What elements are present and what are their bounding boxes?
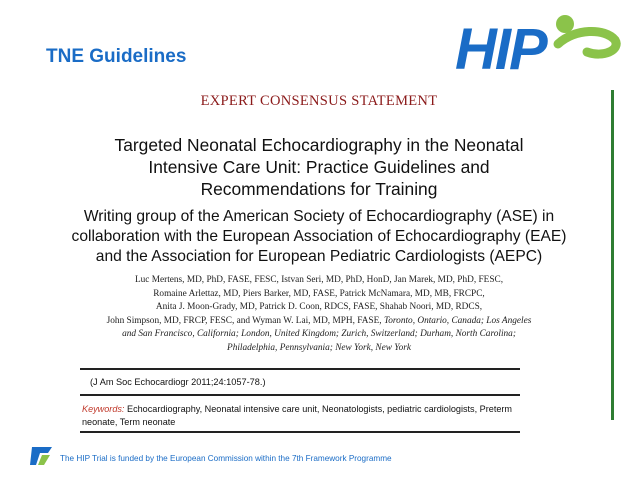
author-line-text: John Simpson, MD, FRCP, FESC, and Wyman W. Lai, MD, MPH, FASE, <box>106 315 382 326</box>
hip-logo-text: HIP <box>455 17 546 78</box>
paper-title-line: Recommendations for Training <box>200 179 438 199</box>
author-list <box>50 274 588 355</box>
author-line: Romaine Arlettaz, MD, Piers Barker, MD, FASE, Patrick McNamara, MD, MB, FRCPC, <box>153 288 485 299</box>
article-section-label: EXPERT CONSENSUS STATEMENT <box>200 93 438 109</box>
author-line: Anita J. Moon-Grady, MD, Patrick D. Coon, RDCS, FASE, Shahab Noori, MD, RDCS, <box>155 302 483 312</box>
hip-logo <box>455 14 627 78</box>
paper-title-line: Targeted Neonatal Echocardiography in the Neonatal <box>114 135 524 155</box>
writing-group <box>20 207 618 267</box>
footer-funding-text: The HIP Trial is funded by the European Commission within the 7th Framework Programme <box>60 454 392 463</box>
journal-citation: (J Am Soc Echocardiogr 2011;24:1057-78.) <box>90 377 266 387</box>
fp7-logo-icon <box>28 445 56 469</box>
divider-top <box>80 368 520 370</box>
location-text: Toronto, Ontario, Canada; Los Angeles <box>383 315 532 326</box>
location-line <box>50 342 588 356</box>
location-line <box>50 328 588 342</box>
keywords <box>82 403 522 429</box>
author-line: Luc Mertens, MD, PhD, FASE, FESC, Istvan Seri, MD, PhD, HonD, Jan Marek, MD, PhD, FESC, <box>134 275 504 285</box>
paper-title <box>60 134 578 200</box>
divider-middle <box>80 394 520 396</box>
writing-group-line: and the Association for European Pediatric Cardiologists (AEPC) <box>95 248 543 265</box>
author-line <box>50 315 588 329</box>
location-text: and San Francisco, California; London, United Kingdom; Zurich, Switzerland; Durham, North Carolina; <box>122 329 516 339</box>
location-text: Philadelphia, Pennsylvania; New York, New York <box>227 342 411 353</box>
paper-title-line: Intensive Care Unit: Practice Guidelines and <box>148 157 490 177</box>
writing-group-line: collaboration with the European Association of Echocardiography (EAE) <box>71 228 567 245</box>
writing-group-line: Writing group of the American Society of Echocardiography (ASE) in <box>83 208 555 225</box>
keywords-text: Echocardiography, Neonatal intensive care unit, Neonatologists, pediatric cardiologists, Preterm neonate, Term neonate <box>82 404 513 427</box>
slide-title: TNE Guidelines <box>46 46 187 67</box>
keywords-label: Keywords: <box>82 404 125 414</box>
divider-bottom <box>80 431 520 433</box>
